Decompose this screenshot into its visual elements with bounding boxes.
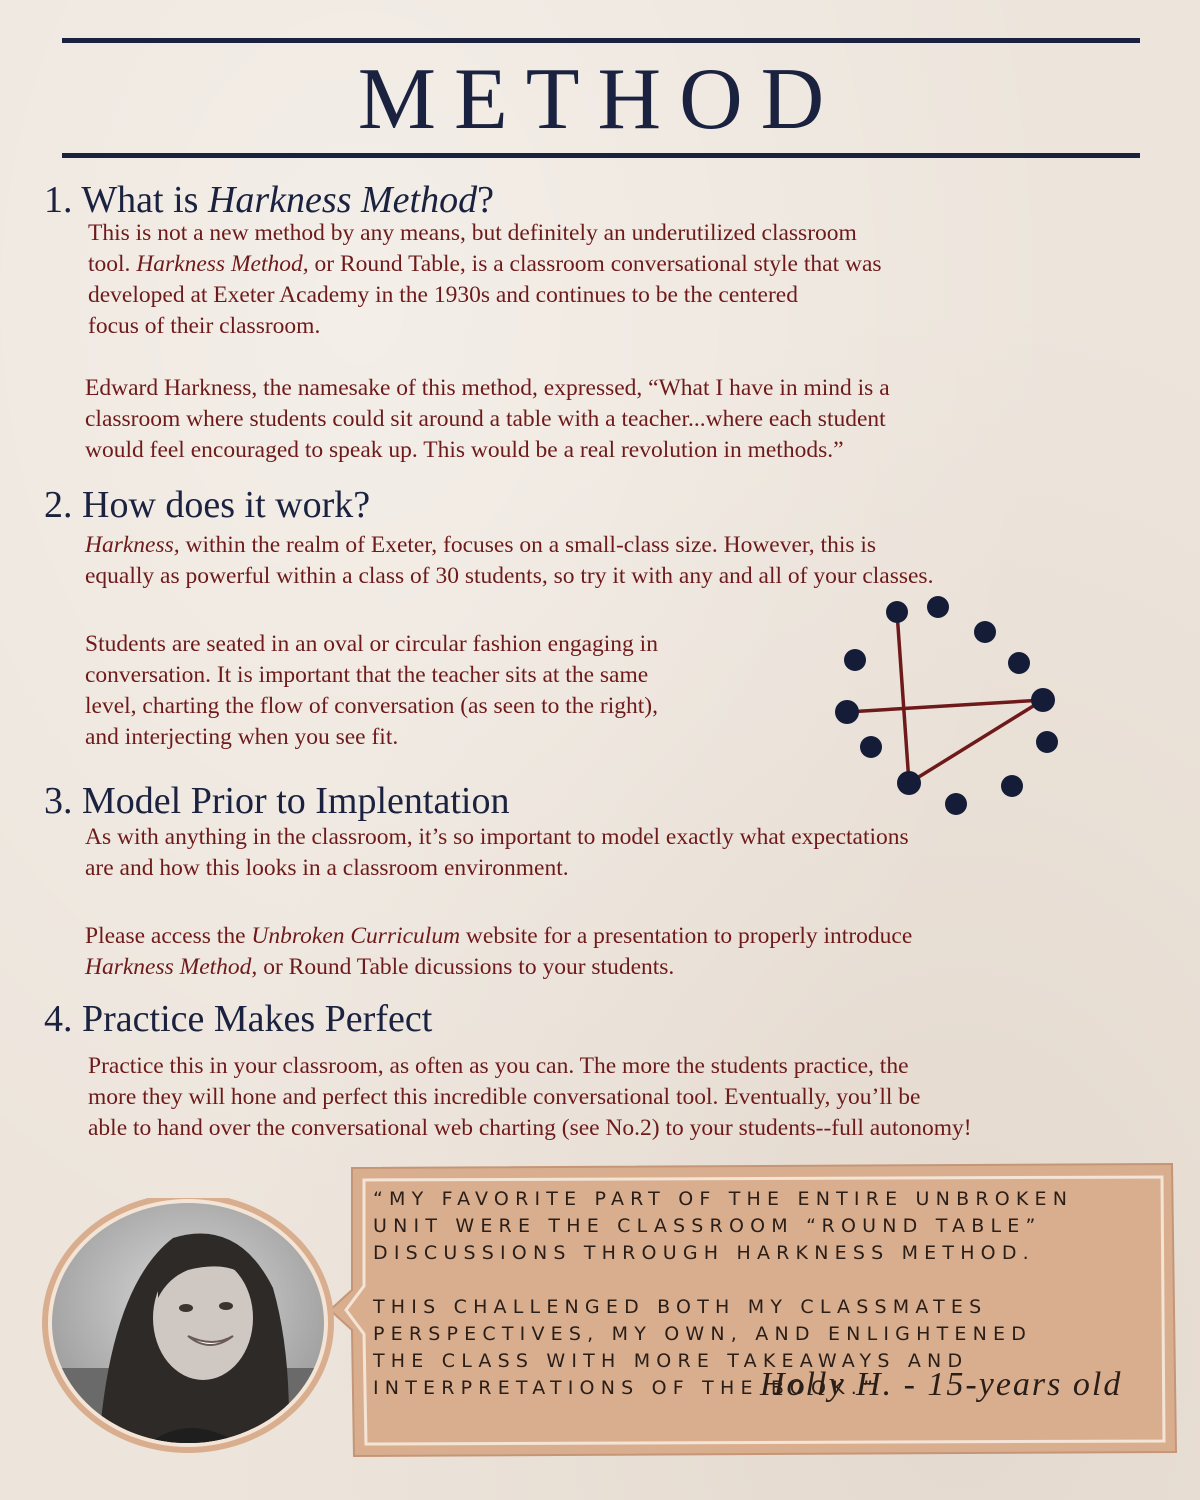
quote-line: THE CLASS WITH MORE TAKEAWAYS AND (373, 1350, 969, 1372)
testimonial-attribution: Holly H. - 15-years old (760, 1366, 1123, 1403)
quote-line: UNIT WERE THE CLASSROOM “ROUND TABLE” (373, 1215, 1042, 1237)
section-3-heading: 3. Model Prior to Implentation (44, 780, 510, 822)
section-1-paragraph-2 (85, 373, 890, 466)
page-title: METHOD (357, 51, 843, 148)
section-1-paragraph-1 (88, 218, 882, 342)
text-line: would feel encouraged to speak up. This would be a real revolution in methods.” (85, 437, 844, 463)
conversation-lines (847, 612, 1043, 783)
quote-line: DISCUSSIONS THROUGH HARKNESS METHOD. (373, 1242, 1035, 1264)
seat-dot (897, 771, 921, 795)
top-rule (62, 38, 1140, 43)
text-span: Please access the (85, 923, 252, 949)
text-line: As with anything in the classroom, it’s so important to model exactly what expectations (85, 824, 909, 850)
text-span: website for a presentation to properly introduce (460, 923, 913, 949)
text-line: are and how this looks in a classroom environment. (85, 855, 569, 881)
text-line: focus of their classroom. (88, 313, 321, 339)
text-line: Students are seated in an oval or circular fashion engaging in (85, 631, 658, 657)
text-span: within the realm of Exeter, focuses on a small-class size. However, this is (179, 532, 877, 558)
section-2-paragraph-1 (85, 530, 933, 592)
section-4-paragraph-1 (88, 1051, 972, 1144)
seat-dot (945, 793, 967, 815)
text-line: level, charting the flow of conversation (as seen to the right), (85, 693, 658, 719)
quote-line: THIS CHALLENGED BOTH MY CLASSMATES (373, 1296, 988, 1318)
text-line: equally as powerful within a class of 30 students, so try it with any and all of your classes. (85, 563, 934, 589)
text-span-italic: Harkness Method, (85, 954, 258, 980)
text-line: and interjecting when you see fit. (85, 724, 399, 750)
conversation-line (909, 700, 1043, 783)
seat-dot (835, 700, 859, 724)
text-span-italic: Harkness, (85, 532, 180, 558)
text-line: Edward Harkness, the namesake of this method, expressed, “What I have in mind is a (85, 375, 890, 401)
student-photo-avatar (38, 1198, 338, 1458)
section-1-heading-prefix: 1. What is (44, 179, 208, 221)
section-1-heading-suffix: ? (477, 179, 494, 221)
text-span-italic: Unbroken Curriculum (251, 923, 461, 949)
section-4-heading: 4. Practice Makes Perfect (44, 998, 433, 1040)
seat-dot (927, 596, 949, 618)
section-1-heading (44, 178, 494, 222)
seat-dot (1001, 775, 1023, 797)
seat-dot (974, 621, 996, 643)
quote-line: INTERPRETATIONS OF THE BOOK.” (373, 1377, 880, 1399)
bottom-rule (62, 153, 1140, 158)
text-line: Practice this in your classroom, as often as you can. The more the students practice, the (88, 1053, 909, 1079)
section-3-paragraph-1 (85, 822, 909, 884)
harkness-conversation-diagram (825, 590, 1065, 830)
text-line (85, 530, 933, 561)
text-span: or Round Table dicussions to your students. (257, 954, 675, 980)
text-span: or Round Table, is a classroom conversational style that was (308, 251, 882, 277)
text-line: able to hand over the conversational web charting (see No.2) to your students--full autonomy! (88, 1115, 972, 1141)
seat-dot (844, 649, 866, 671)
text-line (88, 249, 882, 280)
text-line (85, 921, 912, 952)
text-line (85, 952, 912, 983)
seat-dot (1031, 688, 1055, 712)
seat-dot (886, 601, 908, 623)
seat-dot (1008, 652, 1030, 674)
section-3-paragraph-2 (85, 921, 912, 983)
text-line: This is not a new method by any means, but definitely an underutilized classroom (88, 220, 857, 246)
text-line: more they will hone and perfect this incredible conversational tool. Eventually, you’ll be (88, 1084, 921, 1110)
conversation-line (897, 612, 909, 783)
quote-line: PERSPECTIVES, MY OWN, AND ENLIGHTENED (373, 1323, 1033, 1345)
quote-spacer (373, 1267, 1073, 1294)
text-line: conversation. It is important that the teacher sits at the same (85, 662, 649, 688)
text-span: tool. (88, 251, 137, 277)
section-2-paragraph-2 (85, 629, 658, 753)
section-1-heading-italic: Harkness Method (207, 179, 478, 221)
seat-dot (860, 736, 882, 758)
text-line: developed at Exeter Academy in the 1930s and continues to be the centered (88, 282, 798, 308)
text-line: classroom where students could sit around a table with a teacher...where each student (85, 406, 886, 432)
conversation-line (847, 700, 1043, 712)
text-span-italic: Harkness Method, (136, 251, 309, 277)
seat-dot (1036, 731, 1058, 753)
section-2-heading: 2. How does it work? (44, 484, 371, 526)
quote-line: “MY FAVORITE PART OF THE ENTIRE UNBROKEN (373, 1188, 1074, 1210)
